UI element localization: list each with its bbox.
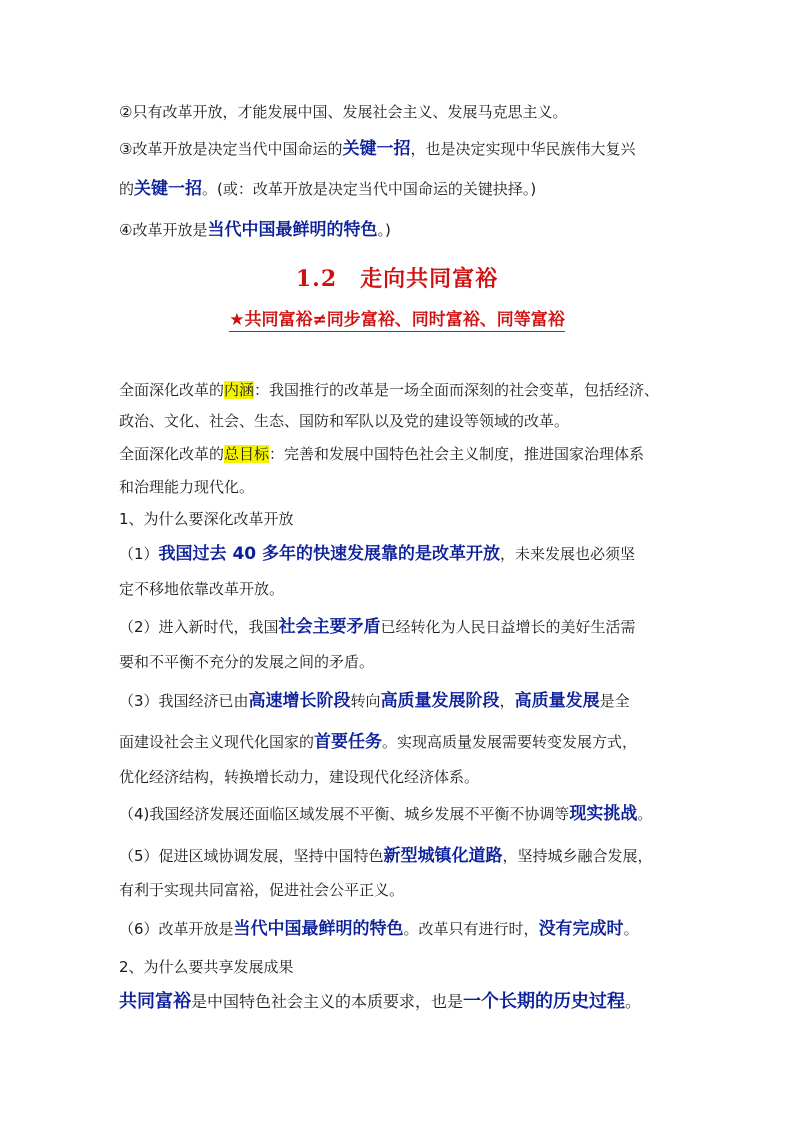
point-3-cont: [119, 178, 679, 200]
text: 。: [637, 805, 653, 823]
text: 。(或：改革开放是决定当代中国命运的关键抉择。): [202, 180, 537, 198]
text: 定不移地依靠改革开放。: [119, 580, 285, 598]
text: 1、为什么要深化改革开放: [119, 510, 294, 528]
text: 。): [377, 221, 391, 239]
text: 要和不平衡不充分的发展之间的矛盾。: [119, 653, 375, 671]
keyword: 现实挑战: [569, 804, 638, 824]
keyword: 新型城镇化道路: [383, 846, 503, 866]
item-5-cont: [119, 879, 679, 901]
text: 是中国特色社会主义的本质要求，也是: [191, 992, 464, 1011]
item-4: [119, 803, 679, 825]
text: ：我国推行的改革是一场全面而深刻的社会变革，包括经济、: [254, 381, 660, 399]
text: 和治理能力现代化。: [119, 478, 255, 496]
keyword: 高速增长阶段: [248, 691, 351, 711]
text: ④改革开放是: [119, 221, 208, 239]
keyword: 共同富裕: [119, 991, 191, 1012]
text: 。: [625, 992, 642, 1011]
text: 全面深化改革的: [119, 445, 225, 463]
text: 全面深化改革的: [119, 381, 225, 399]
item-6: [119, 918, 679, 940]
keyword: 我国过去 40 多年的快速发展靠的是改革开放: [158, 544, 501, 564]
item-1: [119, 543, 679, 565]
text: （6）改革开放是: [119, 920, 234, 938]
text: 政治、文化、社会、生态、国防和军队以及党的建设等领域的改革。: [119, 412, 570, 430]
point-4: [119, 219, 679, 241]
text: ，: [499, 692, 515, 710]
connotation-line-1: [119, 379, 679, 401]
point-3-text: ，也是决定实现中华民族伟大复兴: [410, 140, 636, 158]
text: （1）: [119, 545, 159, 563]
text: （2）进入新时代，我国: [119, 618, 279, 636]
connotation-line-2: [119, 410, 679, 432]
keyword: 高质量发展: [514, 691, 600, 711]
keyword: 没有完成时: [538, 919, 624, 939]
keyword: 当代中国最鲜明的特色: [233, 919, 404, 939]
text: 是全: [599, 692, 630, 710]
keyword: 首要任务: [314, 732, 383, 752]
point-3-text: ③改革开放是决定当代中国命运的: [119, 140, 343, 158]
section-subtitle-text: ★共同富裕≠同步富裕、同时富裕、同等富裕: [229, 310, 565, 330]
keyword: 当代中国最鲜明的特色: [207, 220, 378, 240]
text: （3）我国经济已由: [119, 692, 249, 710]
text: 。实现高质量发展需要转变发展方式，: [382, 733, 638, 751]
keyword: 一个长期的历史过程: [463, 991, 626, 1012]
item-3: [119, 690, 679, 712]
text: 。: [623, 920, 639, 938]
question-1: [119, 508, 679, 530]
point-2-text: ②只有改革开放，才能发展中国、发展社会主义、发展马克思主义。: [119, 103, 568, 121]
point-2: [119, 101, 679, 123]
question-2: [119, 956, 679, 978]
keyword: 关键一招: [342, 139, 411, 159]
point-3: [119, 138, 679, 160]
final-line: [119, 991, 679, 1013]
text: （5）促进区域协调发展，坚持中国特色: [119, 847, 384, 865]
text: 2、为什么要共享发展成果: [119, 958, 294, 976]
highlight: 总目标: [224, 445, 270, 463]
item-2-cont: [119, 651, 679, 673]
section-title: 1.2 走向共同富裕: [295, 266, 499, 292]
keyword: 关键一招: [134, 179, 203, 199]
text: 。改革只有进行时，: [403, 920, 539, 938]
text: 有利于实现共同富裕，促进社会公平正义。: [119, 881, 405, 899]
text: 面建设社会主义现代化国家的: [119, 733, 315, 751]
text: 转向: [350, 692, 381, 710]
text: 已经转化为人民日益增长的美好生活需: [380, 618, 636, 636]
highlight: 内涵: [224, 381, 255, 399]
text: 的: [119, 180, 135, 198]
item-3-cont-2: [119, 766, 679, 788]
item-2: [119, 616, 679, 638]
item-1-cont: [119, 578, 679, 600]
text: ，未来发展也必须坚: [500, 545, 636, 563]
item-3-cont-1: [119, 731, 679, 753]
item-5: [119, 845, 679, 867]
text: 优化经济结构，转换增长动力，建设现代化经济体系。: [119, 768, 480, 786]
section-subtitle: [0, 305, 794, 330]
text: （4)我国经济发展还面临区域发展不平衡、城乡发展不平衡不协调等: [119, 805, 570, 823]
text: ，坚持城乡融合发展，: [502, 847, 653, 865]
text: ：完善和发展中国特色社会主义制度，推进国家治理体系: [269, 445, 645, 463]
keyword: 高质量发展阶段: [380, 691, 500, 711]
keyword: 社会主要矛盾: [278, 617, 381, 637]
goal-line-1: [119, 443, 679, 465]
goal-line-2: [119, 476, 679, 498]
